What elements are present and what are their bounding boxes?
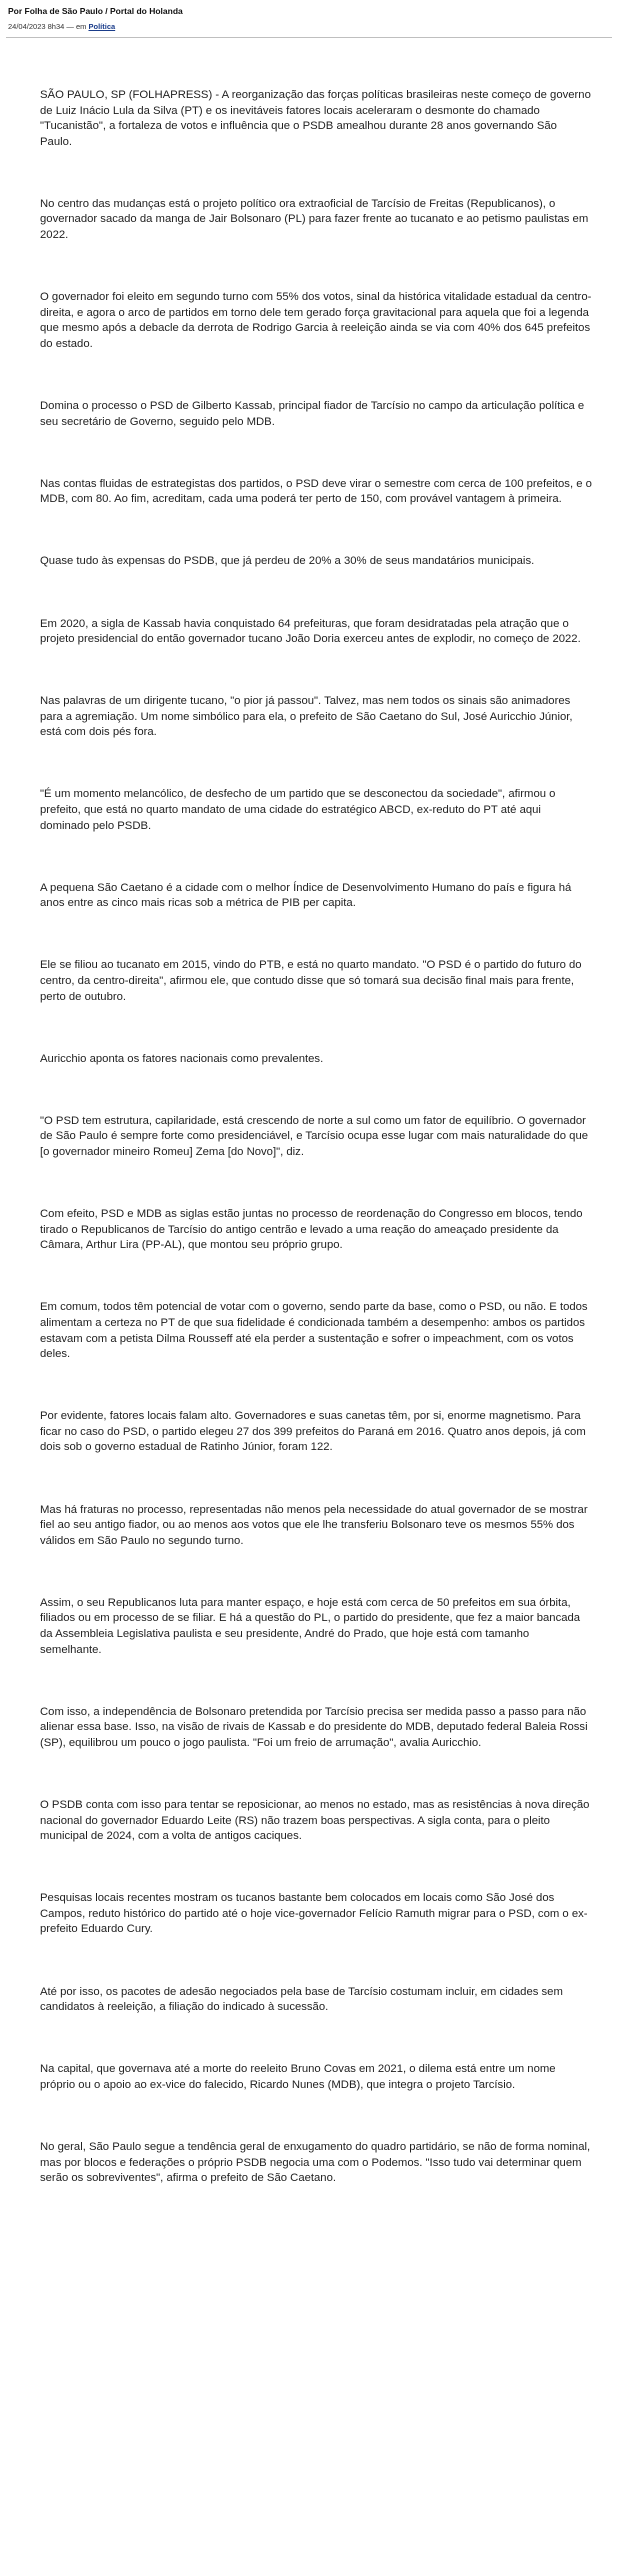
article-paragraph: Nas palavras de um dirigente tucano, "o pior já passou". Talvez, mas nem todos os sinais são animadores para a agremiação. Um nome simbólico para ela, o prefeito de São Caetano do Sul, José Auricchio Júnior, está com dois pés fora. [40, 695, 573, 739]
article-paragraph: Na capital, que governava até a morte do reeleito Bruno Covas em 2021, o dilema está entre um nome próprio ou o apoio ao ex-vice do falecido, Ricardo Nunes (MDB), que integra o projeto Tarcísio. [40, 2063, 556, 2091]
article-paragraph: O PSDB conta com isso para tentar se reposicionar, ao menos no estado, mas as resistências à nova direção nacional do governador Eduardo Leite (RS) não trazem boas perspectivas. A sigla conta, para o pleito municipal de 2024, com a volta de antigos caciques. [40, 1798, 590, 1843]
article-paragraph: "É um momento melancólico, de desfecho de um partido que se desconectou da sociedade", afirmou o prefeito, que está no quarto mandato de uma cidade do estratégico ABCD, ex-reduto do PT até aqui dominado pelo PSDB. [40, 788, 556, 832]
article-paragraph: Com efeito, PSD e MDB as siglas estão juntas no processo de reordenação do Congresso em blocos, tendo tirado o Republicanos de Tarcísio do antigo centrão e levado a uma reação do ameaçado presidente da Câmara, Arthur Lira (PP-AL), que montou seu próprio grupo. [40, 1208, 583, 1252]
article-header [0, 0, 618, 32]
article-paragraph: O governador foi eleito em segundo turno com 55% dos votos, sinal da histórica vitalidade estadual da centro-direita, e agora o arco de partidos em torno dele tem gerado força gravitacional para aquela que foi a legenda que mesmo após a debacle da derrota de Rodrigo Garcia à reeleição ainda se via com 40% dos 645 prefeitos do estado. [40, 291, 592, 350]
article-paragraph: Pesquisas locais recentes mostram os tucanos bastante bem colocados em locais como São José dos Campos, reduto histórico do partido até o hoje vice-governador Felício Ramuth migrar para o PSD, com o ex-prefeito Eduardo Cury. [40, 1892, 588, 1936]
article-paragraph: Auricchio aponta os fatores nacionais como prevalentes. [40, 1052, 324, 1065]
byline: Por Folha de São Paulo / Portal do Holanda [8, 6, 183, 16]
article-paragraph: Quase tudo às expensas do PSDB, que já perdeu de 20% a 30% de seus mandatários municipais. [40, 555, 535, 568]
article-paragraph: Ele se filiou ao tucanato em 2015, vindo do PTB, e está no quarto mandato. "O PSD é o partido do futuro do centro, da centro-direita", afirmou ele, que contudo disse que só tomará sua decisão final mais para frente, perto de outubro. [40, 959, 582, 1003]
article-paragraph: Domina o processo o PSD de Gilberto Kassab, principal fiador de Tarcísio no campo da articulação política e seu secretário de Governo, seguido pelo MDB. [40, 400, 585, 428]
article-paragraph: Por evidente, fatores locais falam alto. Governadores e suas canetas têm, por si, enorme magnetismo. Para ficar no caso do PSD, o partido elegeu 27 dos 399 prefeitos do Paraná em 2016. Quatro anos depois, já com dois sob o governo estadual de Ratinho Júnior, foram 122. [40, 1410, 586, 1454]
article-paragraph: SÃO PAULO, SP (FOLHAPRESS) - A reorganização das forças políticas brasileiras neste começo de governo de Luiz Inácio Lula da Silva (PT) e os inevitáveis fatores locais aceleraram o desmonte do chamado "Tucanistão", a fortaleza de votos e influência que o PSDB amealhou durante 28 anos governando São Paulo. [40, 89, 591, 148]
article-paragraph: No centro das mudanças está o projeto político ora extraoficial de Tarcísio de Freitas (Republicanos), o governador sacado da manga de Jair Bolsonaro (PL) para fazer frente ao tucanato e ao petismo paulistas em 2022. [40, 197, 589, 242]
article-paragraph: Nas contas fluidas de estrategistas dos partidos, o PSD deve virar o semestre com cerca de 100 prefeitos, e o MDB, com 80. Ao fim, acreditam, cada uma poderá ter perto de 150, com provável vantagem à primeira. [40, 477, 592, 506]
article-paragraph: Com isso, a independência de Bolsonaro pretendida por Tarcísio precisa ser medida passo a passo para não alienar essa base. Isso, na visão de rivais de Kassab e do presidente do MDB, deputado federal Baleia Rossi (SP), equilibrou um pouco o jogo paulista. "Foi um freio de arrumação", avalia Auricchio. [40, 1705, 588, 1749]
article-paragraph: A pequena São Caetano é a cidade com o melhor Índice de Desenvolvimento Humano do país e figura há anos entre as cinco mais ricas sob a métrica de PIB per capita. [40, 881, 572, 910]
dateline [8, 22, 610, 32]
article-paragraph: Até por isso, os pacotes de adesão negociados pela base de Tarcísio costumam incluir, em cidades sem candidatos à reeleição, a filiação do indicado à sucessão. [40, 1985, 563, 2014]
section-link[interactable]: Política [88, 22, 116, 31]
publish-date: 24/04/2023 8h34 — em [8, 22, 89, 31]
article-paragraph: "O PSD tem estrutura, capilaridade, está crescendo de norte a sul como um fator de equilíbrio. O governador de São Paulo é sempre forte como presidenciável, e Tarcísio ocupa esse lugar com mais naturalidade do que [o governador mineiro Romeu] Zema [do Novo]", diz. [40, 1114, 589, 1158]
article-body [0, 38, 618, 2187]
article-paragraph: No geral, São Paulo segue a tendência geral de enxugamento do quadro partidário, se não de forma nominal, mas por blocos e federações o próprio PSDB negocia uma com o Podemos. "Isso tudo vai determinar quem serão os sobreviventes", afirma o prefeito de São Caetano. [40, 2140, 591, 2185]
article-paragraph: Em 2020, a sigla de Kassab havia conquistado 64 prefeituras, que foram desidratadas pela atração que o projeto presidencial do então governador tucano João Doria exerceu antes de explodir, no começo de 2022. [40, 617, 581, 646]
article-paragraph: Em comum, todos têm potencial de votar com o governo, sendo parte da base, como o PSD, ou não. E todos alimentam a certeza no PT de que sua fidelidade é condicionada também a desempenho: ambos os partidos estavam com a petista Dilma Rousseff até ela perder a sustentação e sofrer o impeachment, com os votos deles. [40, 1301, 588, 1361]
article-paragraph: Mas há fraturas no processo, representadas não menos pela necessidade do atual governador de se mostrar fiel ao seu antigo fiador, ou ao menos aos votos que ele lhe transferiu Bolsonaro teve os mesmos 55% dos válidos em São Paulo no segundo turno. [40, 1503, 588, 1547]
article-paragraph: Assim, o seu Republicanos luta para manter espaço, e hoje está com cerca de 50 prefeitos em sua órbita, filiados ou em processo de se filiar. E há a questão do PL, o partido do presidente, que fez a maior bancada da Assembleia Legislativa paulista e seu presidente, André do Prado, que hoje está com tamanho semelhante. [40, 1596, 581, 1656]
